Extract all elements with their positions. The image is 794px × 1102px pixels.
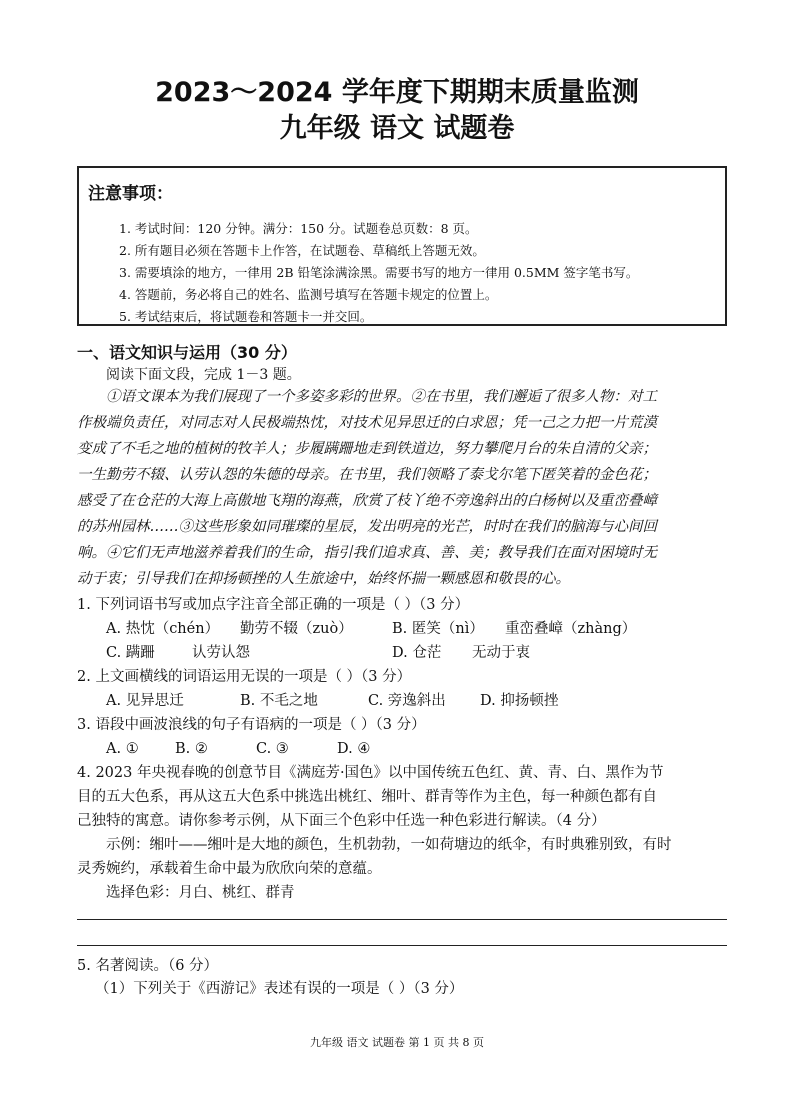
notice-title: 注意事项： [88,184,173,204]
q1-option-a-2: 勤劳不辍（zuò） [240,621,353,637]
q3-option-b: B. ② [175,741,208,757]
q3-option-c: C. ③ [256,741,289,757]
q4-line-3: 己独特的寓意。请你参考示例，从下面三个色彩中任选一种色彩进行解读。（4 分） [77,813,606,829]
q5-sub1: （1）下列关于《西游记》表述有误的一项是（ ）（3 分） [95,981,464,997]
q3-stem: 3. 语段中画波浪线的句子有语病的一项是（ ）（3 分） [77,717,426,733]
page-footer: 九年级 语文 试题卷 第 1 页 共 8 页 [310,1036,484,1049]
q2-stem: 2. 上文画横线的词语运用无误的一项是（ ）（3 分） [77,669,412,685]
q2-option-c: C. 旁逸斜出 [368,693,446,709]
page-title-line2: 九年级 语文 试题卷 [279,113,515,144]
page-title-line1: 2023～2024 学年度下期期末质量监测 [155,77,639,108]
q1-option-d-2: 无动于衷 [472,645,530,661]
q2-option-a: A. 见异思迁 [106,693,184,709]
passage-line-7: 响。④它们无声地滋养着我们的生命，指引我们追求真、善、美；教导我们在面对困境时无 [77,545,657,561]
section-heading: 一、语文知识与运用（30 分） [77,343,297,362]
passage-line-5: 感受了在仓茫的大海上高傲地飞翔的海燕，欣赏了枝丫绝不旁逸斜出的白杨树以及重峦叠嶂 [77,493,657,509]
notice-item-2: 2. 所有题目必须在答题卡上作答，在试题卷、草稿纸上答题无效。 [119,243,485,258]
q3-option-a: A. ① [106,741,139,757]
q1-option-c-2: 认劳认怨 [192,645,250,661]
q3-option-d: D. ④ [337,741,371,757]
passage-line-2: 作极端负责任，对同志对人民极端热忱，对技术见异思迁的白求恩；凭一己之力把一片荒漠 [77,415,657,431]
q1-option-a: A. 热忱（chén） [106,621,220,637]
passage-line-4: 一生勤劳不辍、认劳认怨的朱德的母亲。在书里，我们领略了泰戈尔笔下匿笑着的金色花； [77,467,657,483]
answer-line-1[interactable] [77,919,727,920]
notice-item-5: 5. 考试结束后，将试题卷和答题卡一并交回。 [119,309,373,324]
q4-example-2: 灵秀婉约，承载着生命中最为欣欣向荣的意蕴。 [77,861,382,877]
q1-option-d: D. 仓茫 [392,645,442,661]
answer-line-2[interactable] [77,945,727,946]
q4-choose: 选择色彩：月白、桃红、群青 [106,885,295,901]
notice-box [77,166,727,326]
q2-option-d: D. 抑扬顿挫 [480,693,559,709]
passage-line-6: 的苏州园林……③这些形象如同璀璨的星辰，发出明亮的光芒，时时在我们的脑海与心间回 [77,519,657,535]
reading-intro: 阅读下面文段，完成 1－3 题。 [106,367,301,383]
q4-line-1: 4. 2023 年央视春晚的创意节目《满庭芳·国色》以中国传统五色红、黄、青、白、黑作为节 [77,765,664,781]
q1-stem: 1. 下列词语书写或加点字注音全部正确的一项是（ ）（3 分） [77,597,470,613]
notice-item-1: 1. 考试时间：120 分钟。满分：150 分。试题卷总页数：8 页。 [119,221,478,236]
q4-line-2: 目的五大色系，再从这五大色系中挑选出桃红、缃叶、群青等作为主色，每一种颜色都有自 [77,789,657,805]
q1-option-b: B. 匿笑（nì） [392,621,484,637]
q2-option-b: B. 不毛之地 [240,693,318,709]
q4-example-1: 示例：缃叶——缃叶是大地的颜色，生机勃勃，一如荷塘边的纸伞，有时典雅别致，有时 [106,837,672,853]
passage-line-8: 动于衷；引导我们在抑扬顿挫的人生旅途中，始终怀揣一颗感恩和敬畏的心。 [77,571,570,587]
q1-option-b-2: 重峦叠嶂（zhàng） [505,621,637,637]
notice-item-3: 3. 需要填涂的地方，一律用 2B 铅笔涂满涂黑。需要书写的地方一律用 0.5MM 签字笔书写。 [119,265,639,280]
q1-option-c: C. 蹒跚 [106,645,155,661]
passage-line-3: 变成了不毛之地的植树的牧羊人；步履蹒跚地走到铁道边，努力攀爬月台的朱自清的父亲； [77,441,657,457]
passage-line-1: ①语文课本为我们展现了一个多姿多彩的世界。②在书里，我们邂逅了很多人物：对工 [106,389,657,405]
q5-stem: 5. 名著阅读。（6 分） [77,958,219,974]
notice-item-4: 4. 答题前，务必将自己的姓名、监测号填写在答题卡规定的位置上。 [119,287,498,302]
